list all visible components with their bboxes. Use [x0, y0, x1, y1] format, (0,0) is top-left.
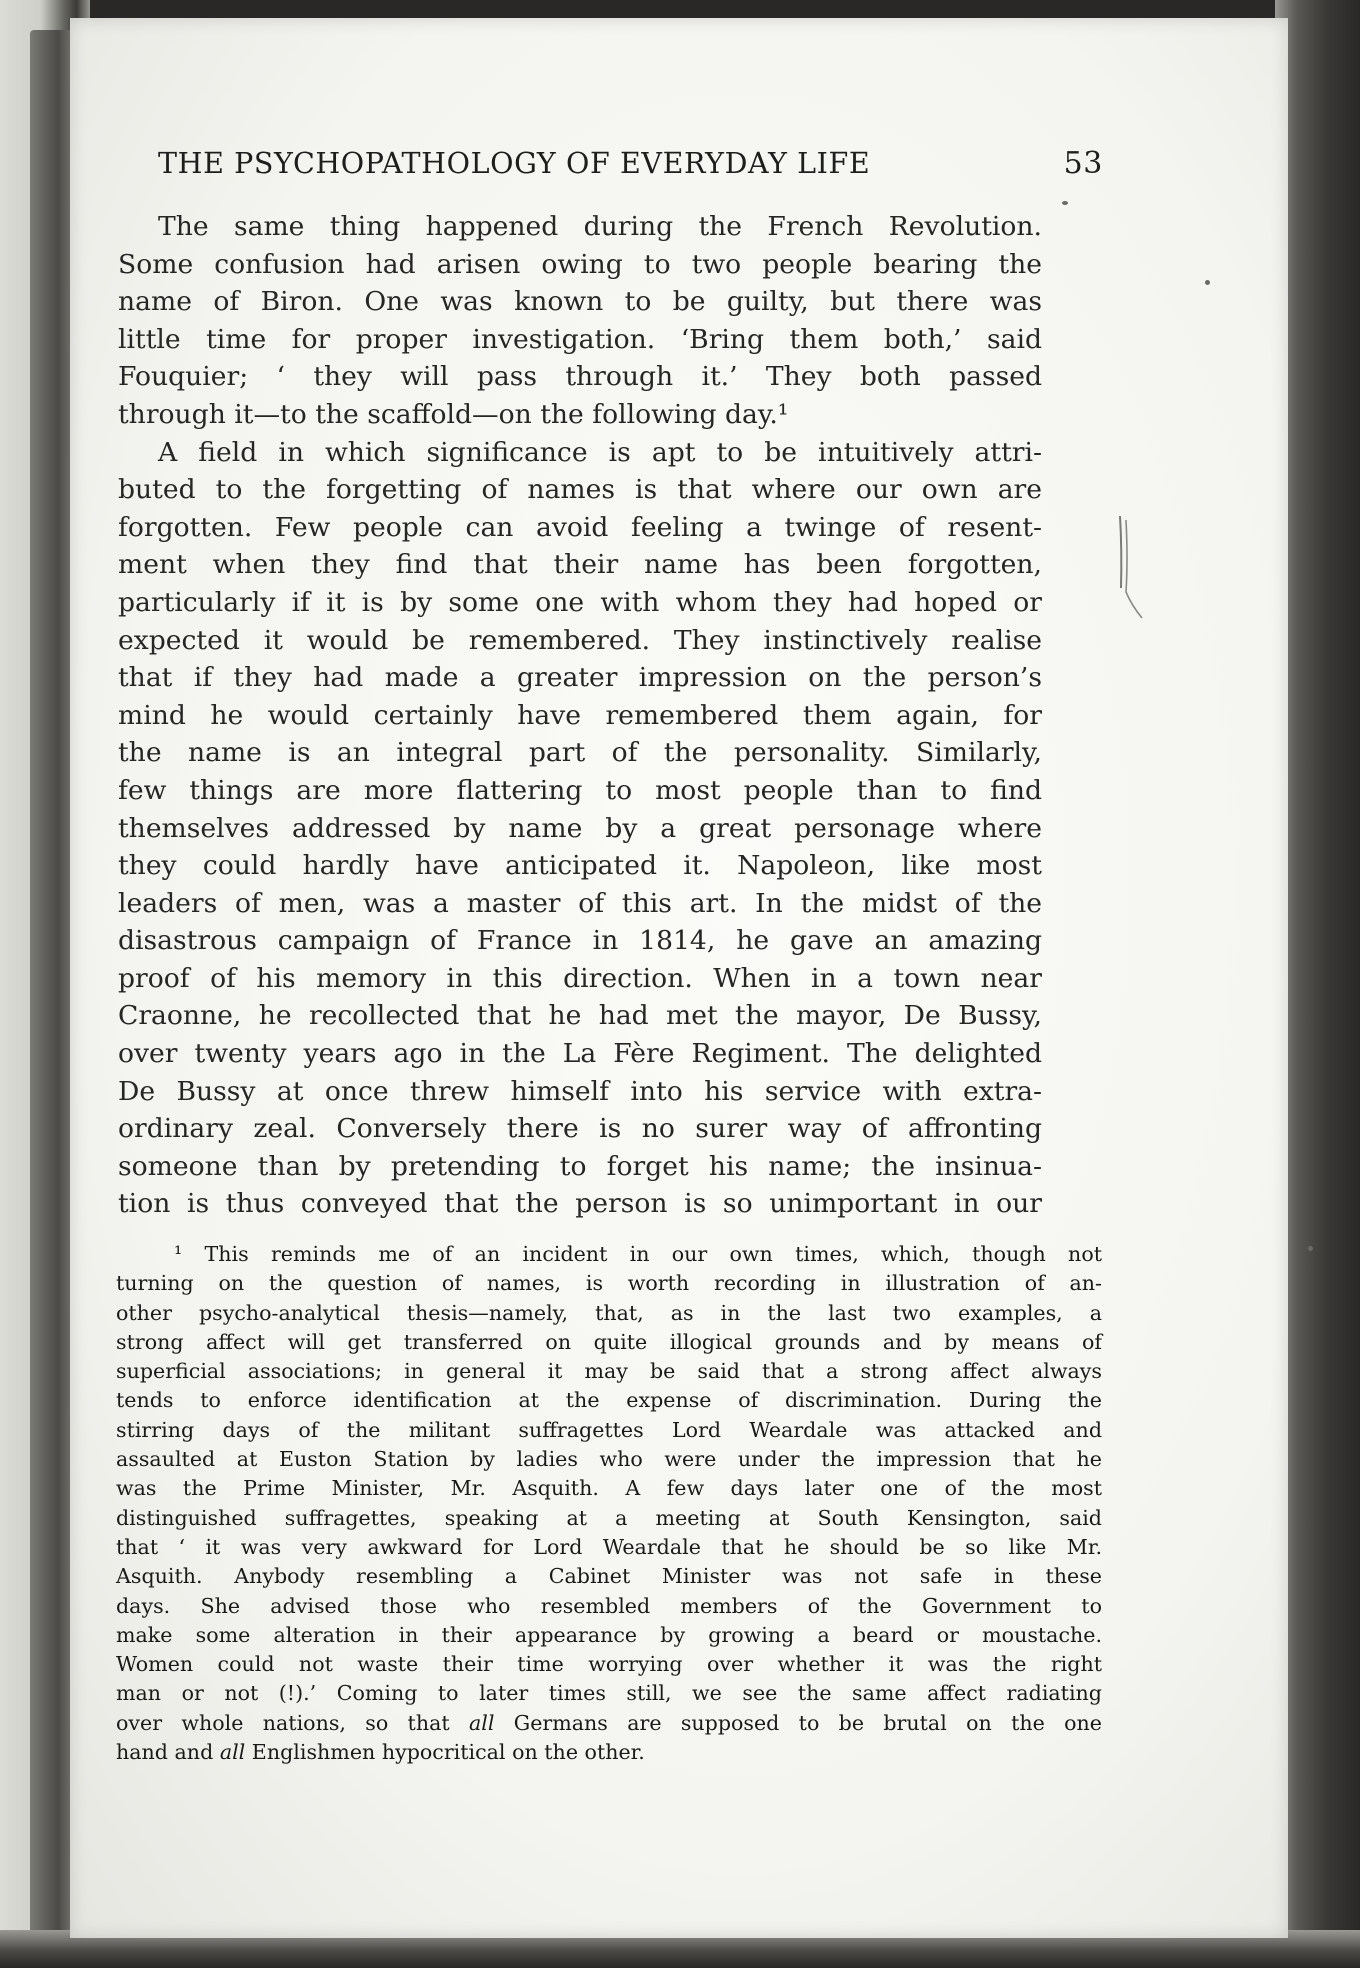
footnote — [116, 1240, 1102, 1767]
text-line: forgotten. Few people can avoid feeling a twinge of resent- — [118, 511, 1042, 543]
text-line: ment when they find that their name has been forgotten, — [118, 549, 1042, 581]
footnote-line: distinguished suffragettes, speaking at a meeting at South Kensington, said — [116, 1505, 1102, 1530]
footnote-text: Germans are supposed to be brutal on the one — [494, 1710, 1102, 1735]
text-line: little time for proper investigation. ‘Bring them both,’ said — [118, 323, 1042, 355]
text-line: the name is an integral part of the personality. Similarly, — [118, 737, 1042, 769]
text-line: mind he would certainly have remembered them again, for — [118, 699, 1042, 731]
paper-speck — [1062, 201, 1068, 205]
text-line: name of Biron. One was known to be guilty, but there was — [118, 286, 1042, 318]
footnote-line: make some alteration in their appearance by growing a beard or moustache. — [116, 1622, 1102, 1647]
emphasis-all: all — [468, 1710, 495, 1735]
footnote-text: hand and — [116, 1740, 214, 1765]
footnote-text: over whole nations, so that — [116, 1710, 450, 1735]
text-line: that if they had made a greater impression on the person’s — [118, 662, 1042, 694]
text-line: through it—to the scaffold—on the following day.¹ — [118, 398, 789, 430]
footnote-line: Women could not waste their time worrying over whether it was the right — [116, 1652, 1102, 1677]
paper-speck — [1308, 1246, 1313, 1251]
text-line: themselves addressed by name by a great personage where — [118, 812, 1042, 844]
text-line: De Bussy at once threw himself into his service with extra- — [118, 1075, 1042, 1107]
text-line: tion is thus conveyed that the person is so unimportant in our — [118, 1188, 1042, 1220]
text-line: leaders of men, was a master of this art. In the midst of the — [118, 887, 1042, 919]
footnote-line: days. She advised those who resembled members of the Government to — [116, 1593, 1102, 1618]
footnote-line: ¹ This reminds me of an incident in our own times, which, though not — [174, 1242, 1102, 1266]
text-line: Craonne, he recollected that he had met the mayor, De Bussy, — [118, 1000, 1042, 1032]
text-line: The same thing happened during the French Revolution. — [158, 211, 1042, 242]
main-text — [118, 208, 1042, 1223]
footnote-line: turning on the question of names, is worth recording in illustration of an- — [116, 1271, 1102, 1296]
text-line: proof of his memory in this direction. When in a town near — [118, 962, 1042, 994]
footnote-text: Englishmen hypocritical on the other. — [245, 1740, 645, 1765]
running-title: THE PSYCHOPATHOLOGY OF EVERYDAY LIFE — [158, 147, 871, 180]
text-line: over twenty years ago in the La Fère Regiment. The delighted — [118, 1038, 1042, 1070]
text-line: ordinary zeal. Conversely there is no surer way of affronting — [118, 1113, 1042, 1145]
text-line: they could hardly have anticipated it. Napoleon, like most — [118, 850, 1042, 882]
footnote-line: Asquith. Anybody resembling a Cabinet Minister was not safe in these — [116, 1564, 1102, 1589]
footnote-line: stirring days of the militant suffragettes Lord Weardale was attacked and — [116, 1417, 1102, 1442]
text-line: disastrous campaign of France in 1814, he gave an amazing — [118, 925, 1042, 957]
pencil-margin-mark — [1116, 510, 1156, 620]
text-line: few things are more flattering to most people than to find — [118, 774, 1042, 806]
text-line: buted to the forgetting of names is that where our own are — [118, 474, 1042, 506]
text-line: expected it would be remembered. They instinctively realise — [118, 624, 1042, 656]
page-number: 53 — [1063, 146, 1103, 181]
footnote-line: was the Prime Minister, Mr. Asquith. A few days later one of the most — [116, 1476, 1102, 1501]
footnote-line: assaulted at Euston Station by ladies who were under the impression that he — [116, 1447, 1102, 1472]
footnote-line: that ‘ it was very awkward for Lord Weardale that he should be so like Mr. — [116, 1534, 1102, 1559]
footnote-line: tends to enforce identification at the expense of discrimination. During the — [116, 1388, 1102, 1413]
text-line: Fouquier; ‘ they will pass through it.’ They both passed — [118, 361, 1042, 393]
text-line: A field in which significance is apt to be intuitively attri- — [158, 436, 1042, 468]
footnote-line: other psycho-analytical thesis—namely, that, as in the last two examples, a — [116, 1300, 1102, 1325]
text-line: someone than by pretending to forget his name; the insinua- — [118, 1150, 1042, 1182]
footnote-line: strong affect will get transferred on quite illogical grounds and by means of — [116, 1329, 1102, 1354]
text-line: particularly if it is by some one with whom they had hoped or — [118, 586, 1042, 618]
emphasis-all: all — [219, 1740, 246, 1765]
paper-speck — [1205, 280, 1210, 285]
footnote-line: man or not (!).’ Coming to later times still, we see the same affect radiating — [116, 1681, 1102, 1706]
text-line: Some confusion had arisen owing to two people bearing the — [118, 248, 1042, 280]
running-header — [158, 146, 1103, 181]
footnote-line — [116, 1709, 1102, 1738]
footnote-line: superficial associations; in general it may be said that a strong affect always — [116, 1359, 1102, 1384]
footnote-line — [116, 1738, 1102, 1767]
